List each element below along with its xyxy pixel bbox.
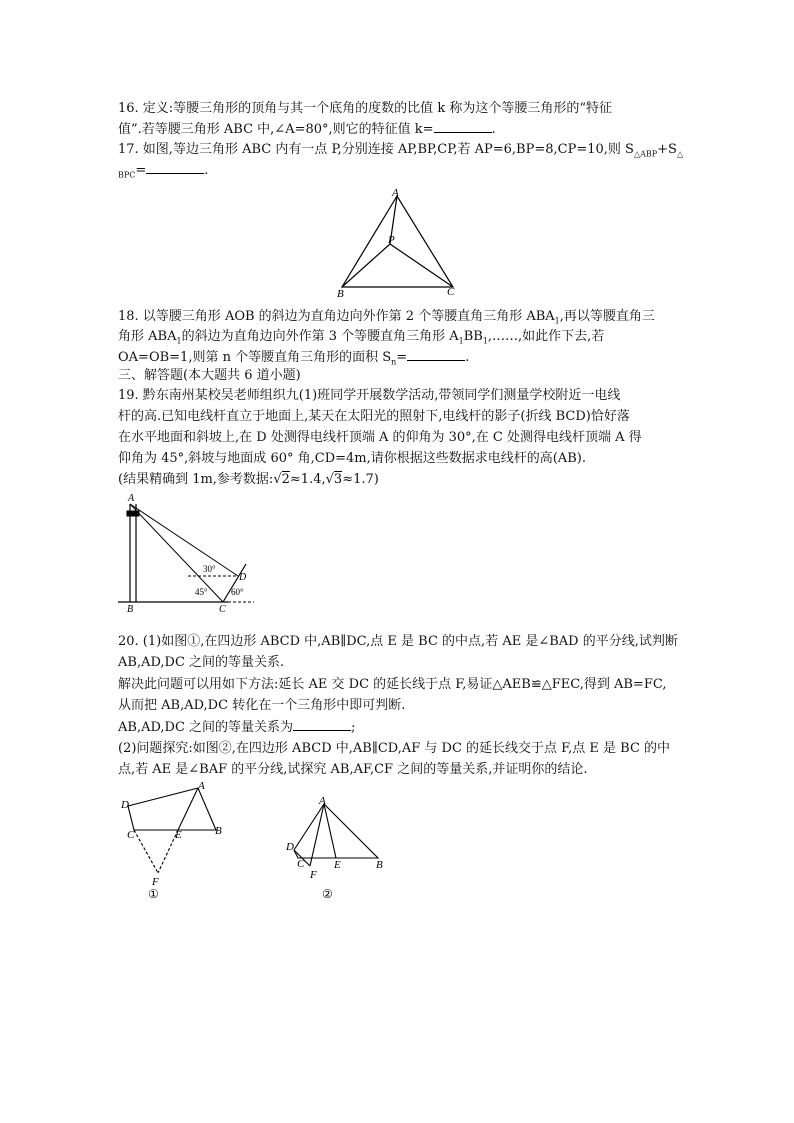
q18-text2b: 的斜边为直角边向外作第 3 个等腰直角三角形 A (181, 329, 459, 344)
segment-bp (342, 244, 390, 287)
q18-line1 (118, 309, 655, 330)
q17-sub1: △ABP (633, 149, 658, 159)
q17-plus: +S (657, 142, 677, 157)
q17-sub2a: △ (676, 149, 684, 159)
q17-line2 (118, 162, 208, 184)
label-a: A (392, 187, 399, 199)
q16-line2 (118, 121, 496, 138)
triangle-abc (342, 196, 453, 287)
q18-text1b: ,再以等腰直角三 (559, 309, 655, 324)
sqrt3-value: 3 (333, 472, 343, 487)
q20-line3: 解决此问题可以用如下方法:延长 AE 交 DC 的延长线于点 F,易证△AEB≌△FEC,得到 AB=FC, (118, 677, 667, 692)
label-f: F (152, 876, 159, 888)
q17-text: 17. 如图,等边三角形 ABC 内有一点 P,分别连接 AP,BP,CP,若 AP=6,BP=8,CP=10,则 S (118, 142, 634, 157)
q16-period: . (491, 122, 496, 137)
q19-figure (118, 492, 258, 614)
q19-line5 (118, 472, 379, 488)
q20-line2: AB,AD,DC 之间的等量关系. (118, 655, 285, 670)
q17-figure (330, 184, 470, 300)
label-a: A (319, 795, 326, 807)
q18-text2a: 角形 ABA (118, 329, 177, 344)
sqrt2-value: 2 (281, 472, 290, 487)
angle-60-label: 60° (231, 587, 244, 597)
q20-line5 (118, 719, 355, 736)
q16-line1: 16. 定义:等腰三角形的顶角与其一个底角的度数的比值 k 称为这个等腰三角形的“特征 (118, 101, 612, 116)
q19-line4: 仰角为 45°,斜坡与地面成 60° 角,CD=4m,请你根据这些数据求电线杆的高(AB). (118, 451, 586, 466)
q20-line6: (2)问题探究:如图②,在四边形 ABCD 中,AB∥CD,AF 与 DC 的延长线交于点 F,点 E 是 BC 的中 (118, 741, 671, 756)
section-heading: 三、解答题(本大题共 6 道小题) (118, 368, 301, 383)
label-a: A (128, 493, 135, 504)
q19-line2: 杆的高.已知电线杆直立于地面上,某天在太阳光的照射下,电线杆的影子(折线 BCD)恰好落 (118, 409, 630, 424)
q19-line3: 在水平地面和斜坡上,在 D 处测得电线杆顶端 A 的仰角为 30°,在 C 处测得电线杆顶端 A 得 (118, 430, 642, 445)
label-f: F (310, 869, 317, 881)
label-d: D (121, 799, 129, 811)
q18-line2 (118, 329, 604, 350)
figure2-caption: ② (322, 887, 333, 901)
q20-line1: 20. (1)如图①,在四边形 ABCD 中,AB∥DC,点 E 是 BC 的中点,若 AE 是∠BAD 的平分线,试判断 (118, 634, 678, 649)
figure1-caption: ① (148, 887, 159, 901)
label-b: B (376, 859, 383, 871)
segment-cp (390, 244, 453, 287)
q19-approx2: ≈1.7) (342, 472, 379, 487)
q20-figure1 (118, 778, 230, 902)
angle-45-label: 45° (195, 587, 208, 597)
q17-eq: = (135, 163, 147, 178)
q18-sub1: 1 (554, 316, 560, 326)
q17-line1 (118, 142, 683, 163)
q16-text: 值”.若等腰三角形 ABC 中,∠A=80°,则它的特征值 k= (118, 122, 434, 137)
q18-text2d: ,……,如此作下去,若 (487, 329, 605, 344)
q19-line1: 19. 黔东南州某校吴老师组织九(1)班同学开展数学活动,带领同学们测量学校附近一电线 (118, 388, 621, 403)
q20-line7: 点,若 AE 是∠BAF 的平分线,试探究 AB,AF,CF 之间的等量关系,并证明你的结论. (118, 762, 588, 777)
q19-approx1: ≈1.4, (289, 472, 326, 487)
q18-sub2: 1 (176, 336, 182, 346)
q16-answer-blank (434, 121, 492, 133)
label-a: A (198, 780, 205, 792)
label-b: B (215, 825, 222, 837)
label-e: E (175, 829, 182, 841)
label-c: C (219, 604, 226, 614)
angle-30-label: 30° (203, 564, 216, 574)
q20-line4: 从而把 AB,AD,DC 转化在一个三角形中即可判断. (118, 698, 406, 713)
sqrt-symbol: √2 (273, 472, 290, 487)
q17-answer-blank (146, 162, 204, 174)
q18-sub4: 1 (482, 336, 488, 346)
q18-text3: OA=OB=1,则第 n 个等腰直角三角形的面积 S (118, 350, 392, 365)
q18-sub5: n (391, 357, 397, 367)
q20-text5: AB,AD,DC 之间的等量关系为 (118, 720, 294, 735)
q18-period: . (465, 350, 470, 365)
q20-answer-blank (293, 719, 351, 731)
q17-period: . (204, 163, 209, 178)
q18-answer-blank (407, 349, 465, 361)
q18-text2c: BB (463, 329, 483, 344)
label-d: D (286, 841, 294, 853)
q18-text1: 18. 以等腰三角形 AOB 的斜边为直角边向外作第 2 个等腰直角三角形 ABA (118, 309, 555, 324)
label-e: E (334, 859, 341, 871)
label-b: B (127, 604, 134, 614)
label-c: C (297, 858, 305, 870)
q20-figure2 (282, 792, 394, 902)
label-d: D (239, 572, 247, 583)
label-c: C (127, 829, 135, 841)
q18-sub3: 1 (458, 336, 464, 346)
sqrt-symbol: √3 (325, 472, 343, 487)
label-c: C (447, 286, 455, 298)
q19-text5: (结果精确到 1m,参考数据: (118, 472, 274, 487)
label-b: B (337, 288, 344, 300)
q20-semicolon: ; (351, 720, 356, 735)
q17-sub2b: BPC (118, 170, 136, 180)
q18-eq: = (396, 350, 408, 365)
label-p: P (388, 234, 395, 246)
